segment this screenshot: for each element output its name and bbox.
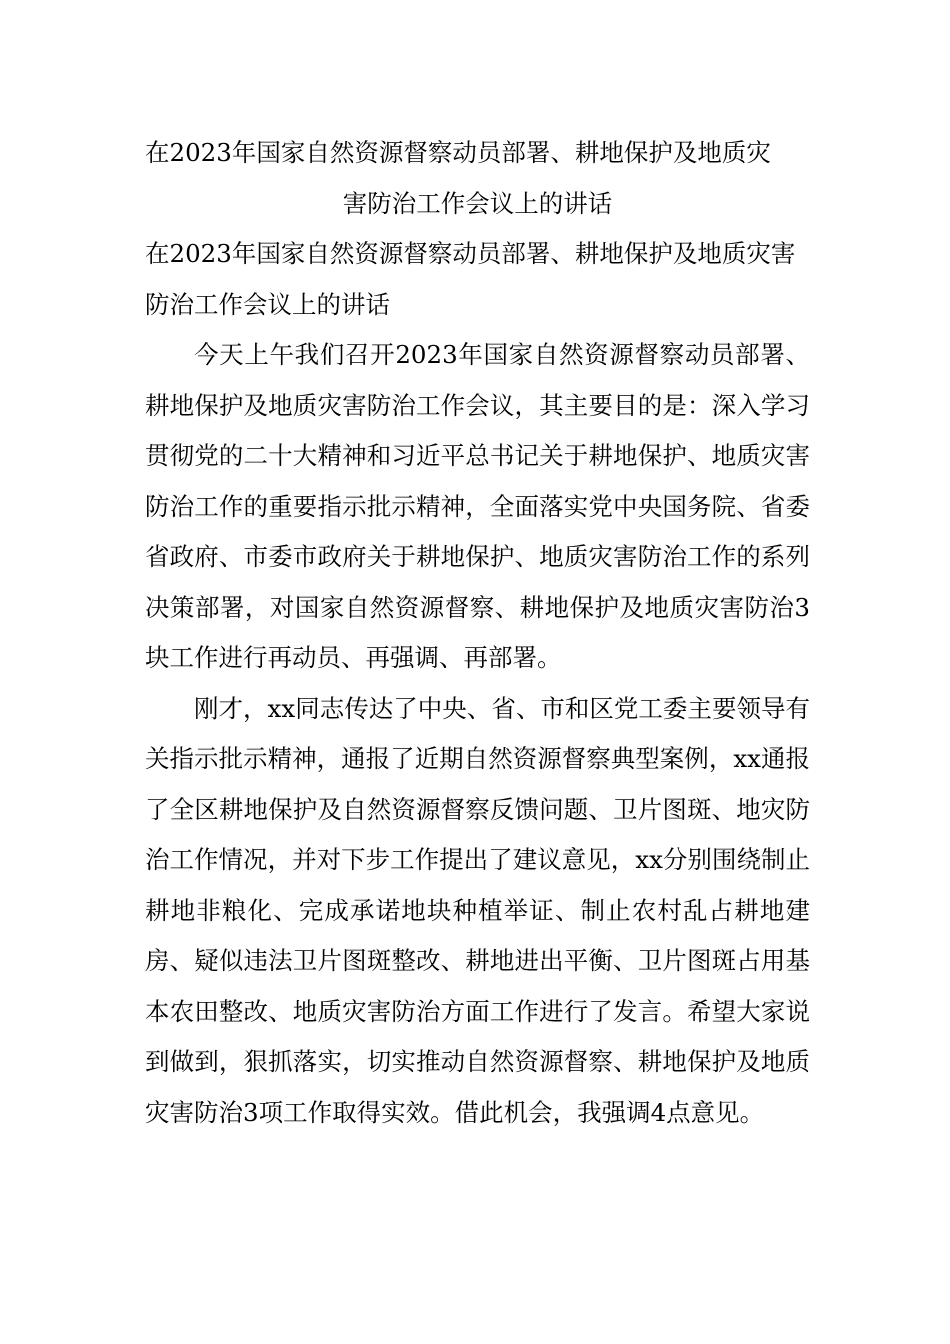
document-title-line-2: 害防治工作会议上的讲话 (342, 188, 613, 218)
body-paragraph-2: 刚才，xx同志传达了中央、省、市和区党工委主要领导有关指示批示精神，通报了近期自然资源督察典型案例，xx通报了全区耕地保护及自然资源督察反馈问题、卫片图斑、地灾防治工作情况，并对下步工作提出了建议意见，xx分别围绕制止耕地非粮化、完成承诺地块种植举证、制止农村乱占耕地建房、疑似违法卫片图斑整改、耕地进出平衡、卫片图斑占用基本农田整改、地质灾害防治方面工作进行了发言。希望大家说到做到，狠抓落实，切实推动自然资源督察、耕地保护及地质灾害防治3项工作取得实效。借此机会，我强调4点意见。 (145, 693, 810, 1127)
document-page (145, 128, 810, 1138)
document-subtitle: 在2023年国家自然资源督察动员部署、耕地保护及地质灾害防治工作会议上的讲话 (145, 239, 796, 319)
body-paragraph-1: 今天上午我们召开2023年国家自然资源督察动员部署、耕地保护及地质灾害防治工作会议，其主要目的是：深入学习贯彻党的二十大精神和习近平总书记关于耕地保护、地质灾害防治工作的重要指示批示精神，全面落实党中央国务院、省委省政府、市委市政府关于耕地保护、地质灾害防治工作的系列决策部署，对国家自然资源督察、耕地保护及地质灾害防治3块工作进行再动员、再强调、再部署。 (145, 340, 810, 672)
document-title-line-1: 在2023年国家自然资源督察动员部署、耕地保护及地质灾 (145, 138, 771, 167)
